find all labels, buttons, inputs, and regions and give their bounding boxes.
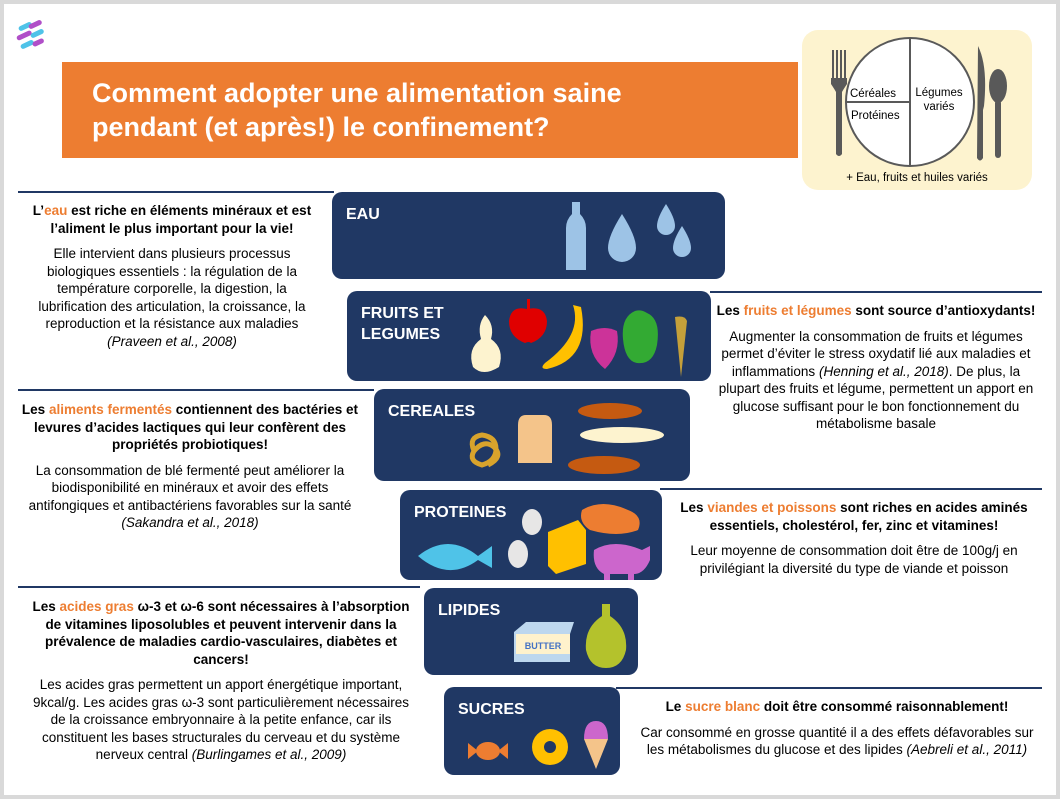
divider-line xyxy=(616,687,1042,689)
oil-bottle-icon xyxy=(586,604,626,668)
plate-label-cereales: Céréales xyxy=(850,88,897,100)
bread-slice-icon xyxy=(518,415,552,463)
knife-icon xyxy=(977,46,985,161)
category-sucres: SUCRES xyxy=(444,687,620,775)
category-fruits-legumes: FRUITS ET LEGUMES xyxy=(347,291,711,381)
divider-line xyxy=(660,488,1042,490)
logo-icon xyxy=(14,18,48,52)
apple-icon xyxy=(509,308,547,343)
category-cereales: CEREALES xyxy=(374,389,690,481)
text-acides-gras: Les acides gras ω-3 et ω-6 sont nécessaires à l’absorption de vitamines liposolubles et peuvent intervenir dans la prévalence de maladies cardio-vasculaires, diabètes et cancers! Les acides gras permettent un apport énergétique important, 9kcal/g. Les acides gras ω-3 sont particulièrement nécessaires de la croissance embryonnaire à la petite enfance, car ils constituent les bases structurales du cerveau et du système nerveux central (Burlingames et al., 2009) xyxy=(32,599,410,762)
sweet-icons xyxy=(464,717,620,773)
plate-caption: + Eau, fruits et huiles variés xyxy=(846,172,988,184)
divider-line xyxy=(710,291,1042,293)
text-fruits-legumes: Les fruits et légumes sont source d’antioxydants! Augmenter la consommation de fruits et légumes permet d’éviter le stress oxydatif lié aux maladies et inflammations (Henning et al., 2018). De plus, la plupart des fruits et légume, permettent un apport en glucose suffisant pour le bon fonctionnement du métabolisme basale xyxy=(716,303,1036,431)
pepper-icon xyxy=(623,310,658,363)
cheese-icon xyxy=(548,520,586,574)
cereal-icons xyxy=(464,399,684,479)
egg-icon xyxy=(522,509,542,535)
bread-icon xyxy=(568,456,640,474)
text-eau: L’eau est riche en éléments minéraux et est l’aliment le plus important pour la vie! Elle intervient dans plusieurs processus biologiques essentiels : la régulation de la température corporelle, la digestion, la lubrification des articulation, la croissance, la reproduction et la résistance aux maladies (Praveen et al., 2008) xyxy=(32,203,312,349)
baguette-icon xyxy=(580,427,664,443)
svg-text:BUTTER: BUTTER xyxy=(524,641,562,651)
strawberry-icon xyxy=(590,328,618,369)
ice-cream-icon xyxy=(584,721,608,769)
spoon-icon xyxy=(989,69,1007,158)
fork-icon xyxy=(831,50,847,156)
category-eau: EAU xyxy=(332,192,725,279)
water-drop-icon xyxy=(657,204,675,235)
water-icons xyxy=(562,200,712,275)
title-banner xyxy=(62,62,798,158)
bottle-icon xyxy=(566,202,586,270)
plate-diagram xyxy=(802,30,1032,190)
divider-line xyxy=(18,191,334,193)
divider-line xyxy=(18,389,374,391)
egg-icon xyxy=(508,540,528,568)
protein-icons xyxy=(414,502,664,580)
donut-icon xyxy=(532,729,568,765)
pretzel-icon xyxy=(472,435,498,465)
category-lipides: LIPIDES BUTTER xyxy=(424,588,638,675)
fish-icon xyxy=(418,544,492,570)
category-proteines: PROTEINES xyxy=(400,490,662,580)
slide xyxy=(4,4,1056,795)
lipid-icons xyxy=(510,602,636,672)
chicken-icon xyxy=(581,504,640,534)
carrot-icon xyxy=(675,317,687,378)
water-drop-icon xyxy=(673,226,691,257)
pear-icon xyxy=(471,315,501,372)
plate-label-legumes: Légumes variés xyxy=(915,87,963,113)
text-viandes-poissons: Les viandes et poissons sont riches en acides aminés essentiels, cholestérol, fer, zinc et vitamines! Leur moyenne de consommation doit être de 100g/j en privilégiant la diversité du type de viande et poisson xyxy=(680,500,1028,576)
candy-icon xyxy=(468,742,508,760)
fruit-icons xyxy=(465,297,705,379)
text-aliments-fermentes: Les aliments fermentés contiennent des bactéries et levures d’acides lactiques qui leur confèrent des propriétés probiotiques! La consommation de blé fermenté peut améliorer la biodisponibilité en minéraux et avoir des effets antifongiques et antibactériens favorables sur la santé (Sakandra et al., 2018) xyxy=(21,402,359,530)
text-sucre-blanc: Le sucre blanc doit être consommé raisonnablement! Car consommé en grosse quantité il a des effets défavorables sur les métabolismes du glucose et des lipides (Aebreli et al., 2011) xyxy=(640,699,1034,757)
water-drop-icon xyxy=(608,214,636,262)
divider-line xyxy=(18,586,420,588)
page-title: Comment adopter une alimentation saine pendant (et après!) le confinement? xyxy=(92,78,622,142)
bread-icon xyxy=(578,403,642,419)
banana-icon xyxy=(542,305,582,369)
plate-label-proteines: Protéines xyxy=(851,110,900,122)
pig-icon xyxy=(594,544,650,580)
